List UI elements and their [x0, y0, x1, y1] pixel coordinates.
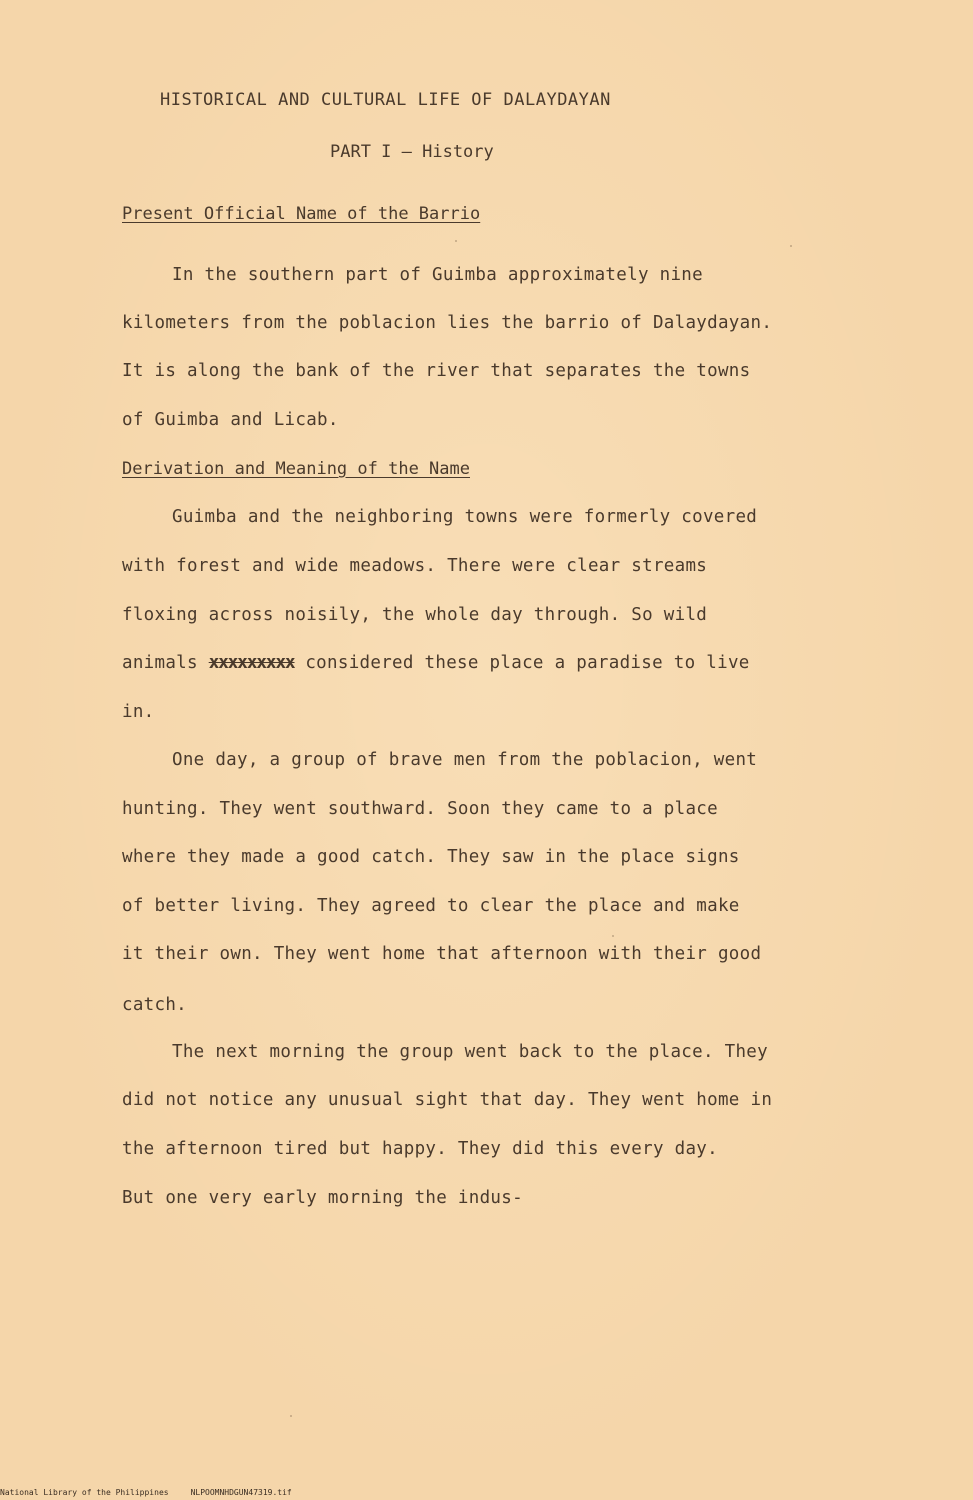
text-line: did not notice any unusual sight that day. They went home in: [122, 1090, 773, 1110]
text-line: in.: [122, 702, 155, 722]
paper-speck: [790, 245, 792, 247]
footer-filename: NLPOOMNHDGUN47319.tif: [190, 1488, 292, 1497]
text-line: where they made a good catch. They saw in the place signs: [122, 847, 740, 867]
paper-speck: [290, 1415, 292, 1417]
document-title: HISTORICAL AND CULTURAL LIFE OF DALAYDAYAN: [160, 90, 611, 110]
footer-library: National Library of the Philippines: [0, 1488, 169, 1497]
text-fragment: animals: [122, 653, 209, 673]
text-line: It is along the bank of the river that separates the towns: [122, 361, 751, 381]
text-line: it their own. They went home that afternoon with their good: [122, 944, 762, 964]
text-line: of better living. They agreed to clear the place and make: [122, 896, 740, 916]
text-line: catch.: [122, 995, 188, 1015]
text-line: hunting. They went southward. Soon they came to a place: [122, 799, 718, 819]
text-line: of Guimba and Licab.: [122, 410, 339, 430]
text-line: But one very early morning the indus-: [122, 1188, 523, 1208]
text-line: kilometers from the poblacion lies the barrio of Dalaydayan.: [122, 313, 773, 333]
text-line: with forest and wide meadows. There were clear streams: [122, 556, 708, 576]
section-heading-official-name: Present Official Name of the Barrio: [122, 204, 481, 224]
section-heading-derivation: Derivation and Meaning of the Name: [122, 459, 470, 479]
text-line: floxing across noisily, the whole day through. So wild: [122, 605, 708, 625]
paper-speck: [612, 935, 614, 937]
text-line: One day, a group of brave men from the poblacion, went: [172, 750, 758, 770]
paper-speck: [455, 240, 457, 242]
text-line: the afternoon tired but happy. They did this every day.: [122, 1139, 718, 1159]
text-fragment: considered these place a paradise to live: [294, 653, 750, 673]
struck-word: xxxxxxxxx: [208, 653, 295, 673]
scan-footer: [0, 1488, 292, 1497]
text-line: In the southern part of Guimba approximately nine: [172, 265, 703, 285]
text-line: The next morning the group went back to the place. They: [172, 1042, 768, 1062]
text-line-with-strike: [122, 653, 750, 673]
text-line: Guimba and the neighboring towns were formerly covered: [172, 507, 758, 527]
document-subtitle: PART I — History: [330, 142, 494, 162]
